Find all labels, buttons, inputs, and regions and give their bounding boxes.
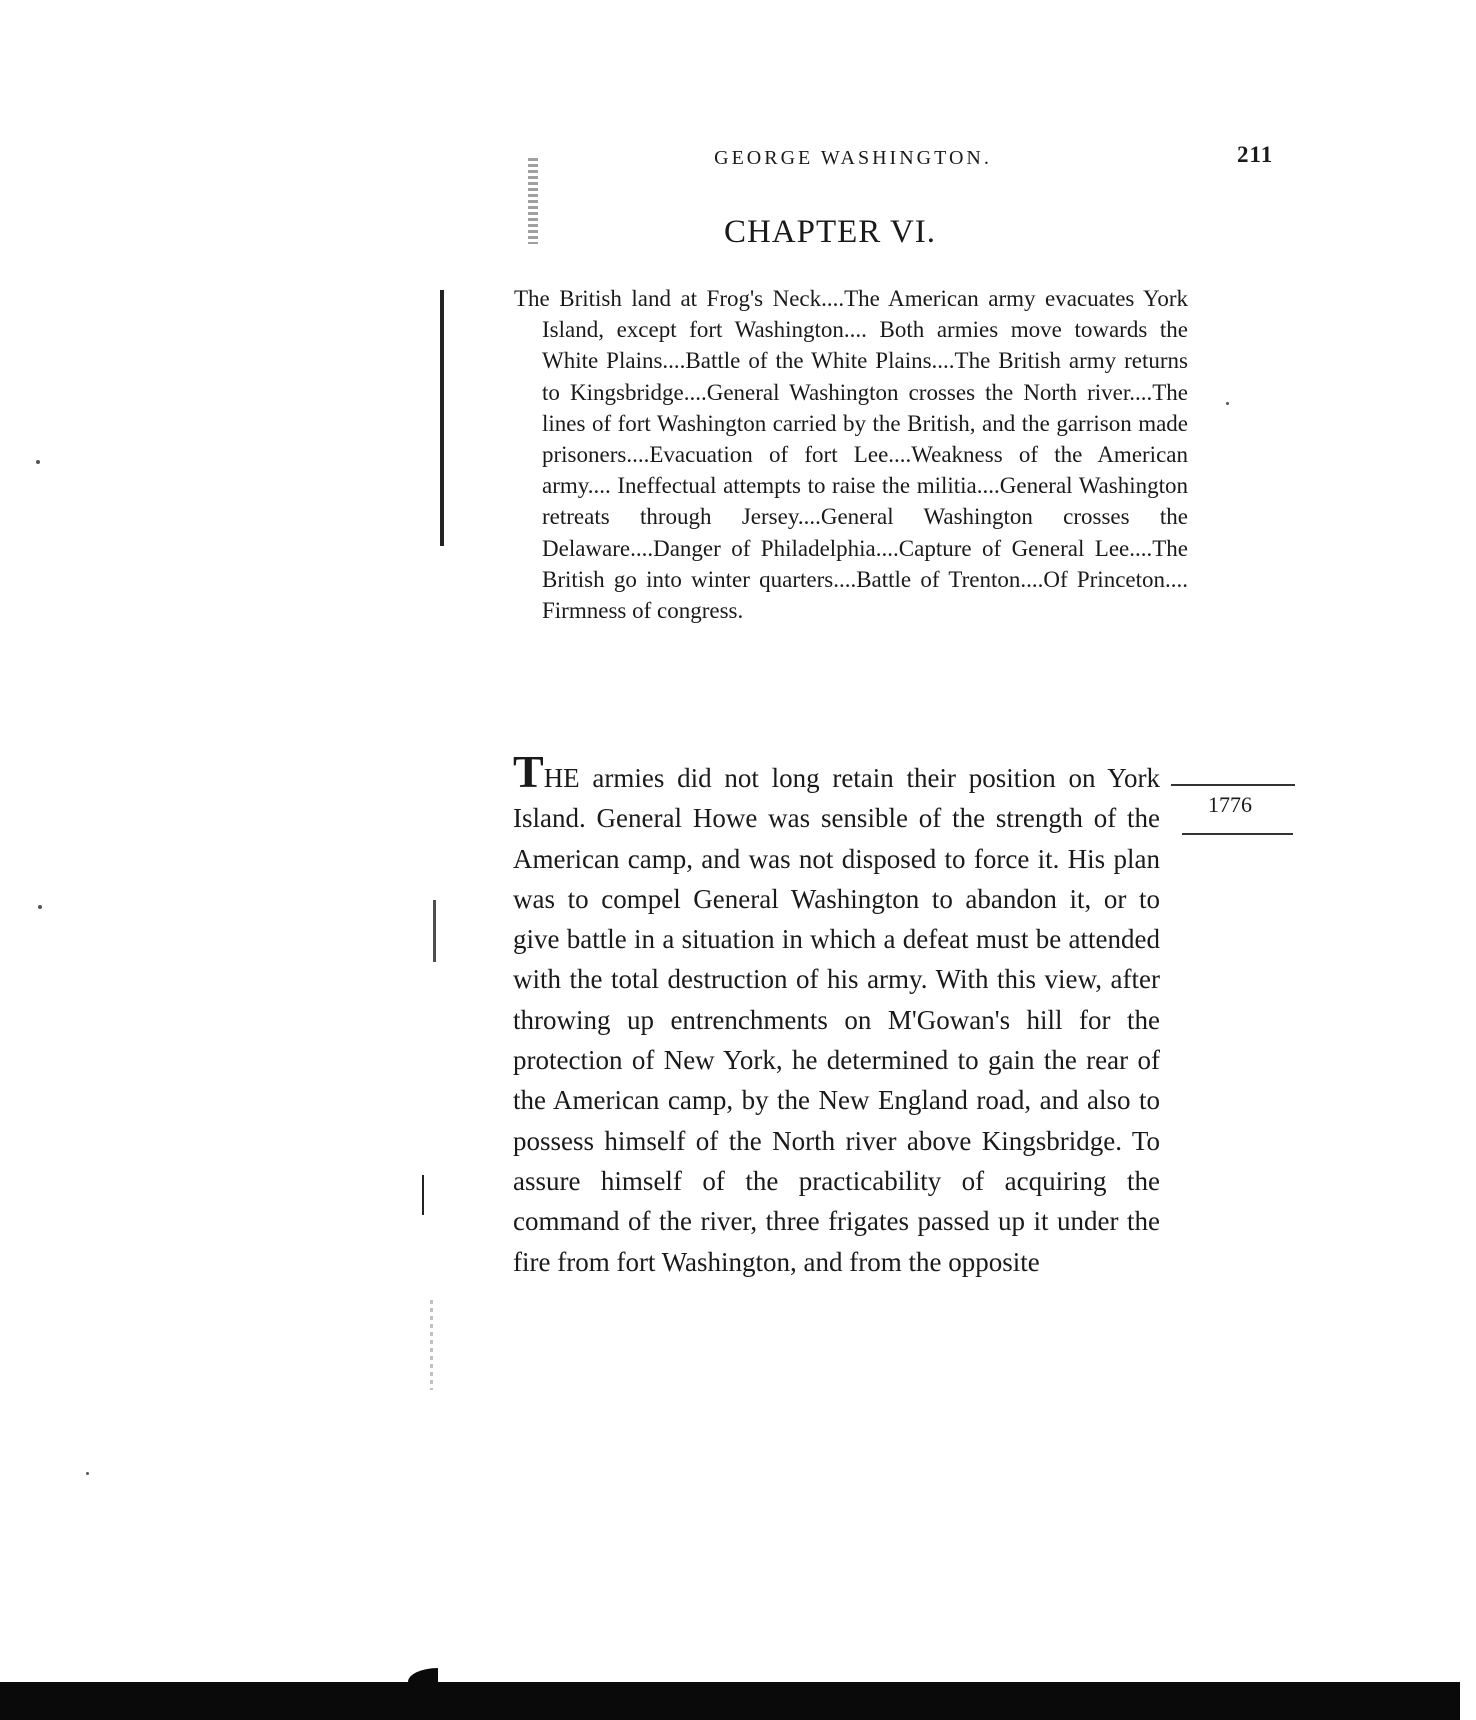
gutter-ornament (528, 158, 538, 244)
gutter-line (430, 1300, 433, 1390)
speck (86, 1472, 89, 1475)
gutter-line (422, 1175, 424, 1215)
chapter-summary: The British land at Frog's Neck....The American army evacuates York Island, except fort Washington.... Both armies move towards the White Plains....Battle of the White Plains....The British army returns to Kingsbridge....General Washington crosses the North river....The lines of fort Washington carried by the British, and the garrison made prisoners....Evacuation of fort Lee....Weakness of the American army.... Ineffectual attempts to raise the militia....General Washington retreats through Jersey....General Washington crosses the Delaware....Danger of Philadelphia....Capture of General Lee....The British go into winter quarters....Battle of Trenton....Of Princeton.... Firmness of congress. (514, 286, 1188, 624)
margin-rule-top (1171, 784, 1295, 786)
margin-year: 1776 (1208, 792, 1252, 817)
chapter-title: CHAPTER VI. (723, 214, 937, 250)
speck (36, 460, 40, 464)
scan-bottom-edge (0, 1682, 1460, 1720)
running-head: GEORGE WASHINGTON. (714, 147, 992, 169)
speck (1226, 402, 1229, 405)
page-number: 211 (1237, 142, 1274, 167)
body-text: HE armies did not long retain their position on York Island. General Howe was sensible of the strength of the American camp, and was not disposed to force it. His plan was to compel General Washington to abandon it, or to give battle in a situation in which a defeat must be attended with the total destruction of his army. With this view, after throwing up entrenchments on M'Gowan's hill for the protection of New York, he determined to gain the rear of the American camp, by the New England road, and also to possess himself of the North river above Kingsbridge. To assure himself of the practicability of acquiring the command of the river, three frigates passed up it under the fire from fort Washington, and from the opposite (513, 763, 1160, 1277)
body-paragraph (513, 746, 1160, 1282)
speck (38, 905, 42, 909)
drop-cap: T (513, 746, 544, 797)
gutter-line (433, 900, 436, 962)
gutter-line (440, 290, 444, 546)
margin-rule-bottom (1182, 833, 1293, 835)
